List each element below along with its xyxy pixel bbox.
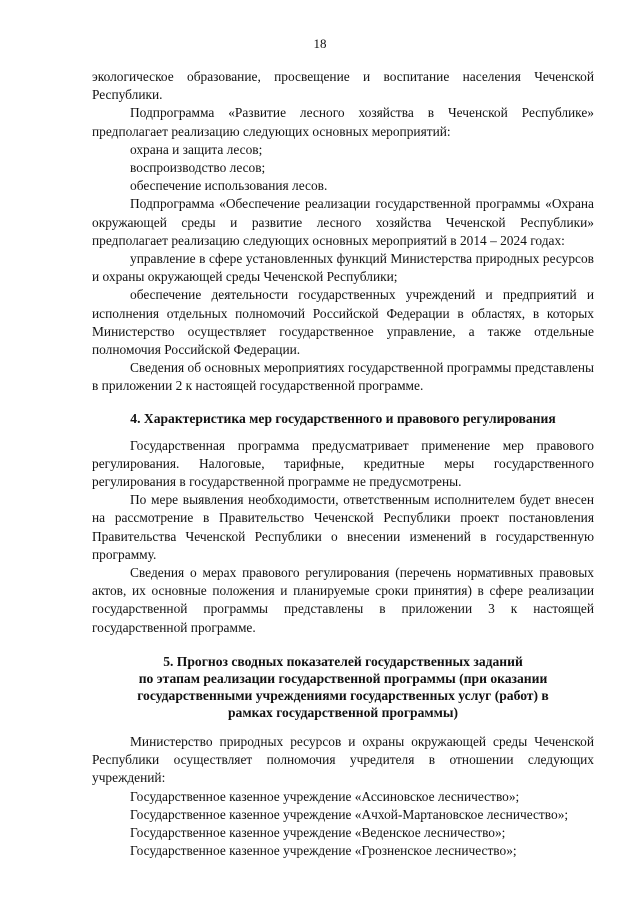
paragraph: управление в сфере установленных функций Министерства природных ресурсов и охраны окружающей среды Чеченской Республики; (92, 251, 594, 285)
list-item: Государственное казенное учреждение «Ачхой-Мартановское лесничество»; (130, 806, 569, 822)
paragraph: обеспечение деятельности государственных учреждений и предприятий и исполнения отдельных полномочий Российской Федерации в областях, в которых Министерство осуществляет государственное управление, а также отдельные полномочия Российской Федерации. (92, 287, 594, 358)
document-body (92, 68, 594, 860)
paragraph: Подпрограмма «Развитие лесного хозяйства в Чеченской Республике» предполагает реализацию следующих основных мероприятий: (92, 105, 594, 139)
list-item: воспроизводство лесов; (130, 160, 266, 176)
section-5-title-line: рамках государственной программы) (227, 704, 459, 720)
paragraph: Сведения о мерах правового регулирования (перечень нормативных правовых актов, их основные положения и планируемые сроки принятия) в сфере реализации государственной программы представлены в приложении 3 к настоящей государственной программе. (92, 565, 594, 635)
list-item: Государственное казенное учреждение «Грозненское лесничество»; (130, 843, 517, 859)
section-5-title-line: по этапам реализации государственной программы (при оказании (138, 670, 548, 686)
paragraph: Государственная программа предусматривает применение мер правового регулирования. Налоговые, тарифные, кредитные меры государственного регулирования в государственной программе не предусмотрены. (92, 437, 594, 490)
section-5-title-line: 5. Прогноз сводных показателей государственных заданий (163, 653, 523, 669)
paragraph: экологическое образование, просвещение и воспитание населения Чеченской Республики. (92, 69, 594, 103)
paragraph: По мере выявления необходимости, ответственным исполнителем будет внесен на рассмотрение в Правительство Чеченской Республики проект постановления Правительства Чеченской Республики о внесении изменений в государственную программу. (92, 492, 594, 562)
section-4-title: 4. Характеристика мер государственного и правового регулирования (130, 410, 556, 426)
page-number: 18 (313, 36, 327, 51)
section-5-title-line: государственными учреждениями государственных услуг (работ) в (137, 687, 549, 703)
list-item: обеспечение использования лесов. (130, 178, 328, 194)
paragraph: Министерство природных ресурсов и охраны окружающей среды Чеченской Республики осуществляет полномочия учредителя в отношении следующих учреждений: (92, 733, 594, 786)
paragraph: Сведения об основных мероприятиях государственной программы представлены в приложении 2 к настоящей государственной программе. (92, 360, 595, 394)
list-item: Государственное казенное учреждение «Веденское лесничество»; (130, 824, 506, 840)
paragraph: Подпрограмма «Обеспечение реализации государственной программы «Охрана окружающей среды и развитие лесного хозяйства Чеченской Республики» предполагает реализацию следующих основных мероприятий в 2014 – 2024 годах: (92, 196, 594, 248)
list-item: Государственное казенное учреждение «Ассиновское лесничество»; (130, 788, 520, 804)
section-5-title (92, 653, 594, 721)
list-item: охрана и защита лесов; (130, 141, 263, 157)
